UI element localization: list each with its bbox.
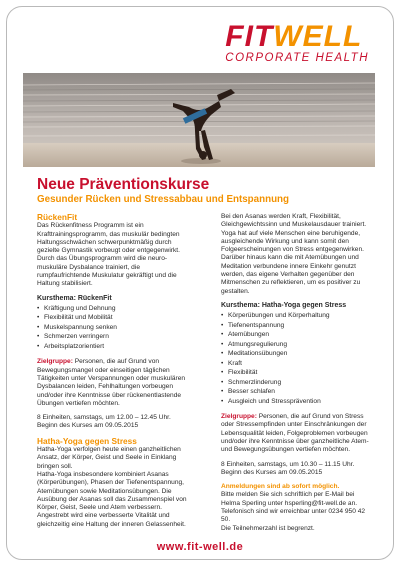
logo-well: WELL <box>273 20 363 53</box>
right-column <box>221 213 371 533</box>
flyer-frame <box>6 6 394 560</box>
rueckenfit-themes-list <box>37 305 193 351</box>
yoga-target <box>221 413 371 454</box>
yoga-themes-list <box>221 312 371 406</box>
fitwell-logo <box>225 20 369 64</box>
list-item: • Flexibilität <box>221 369 371 377</box>
page-subtitle: Gesunder Rücken und Stressabbau und Entspannung <box>37 194 290 205</box>
list-item: • Tiefenentspannung <box>221 322 371 330</box>
rueckenfit-intro: Das Rückenfitness Programm ist ein Krafttrainingsprogramm, das muskulär bedingten Haltungsschwächen schwerpunktmäßig durch gezielte Gymnastik vorbeugt oder entgegenwirkt. Durch das Übungsprogramm wird die neuro-muskuläre Dysbalance trainiert, die rumpfaufrichtende Muskulatur gekräftigt und die Haltung stabilisiert. <box>37 222 180 288</box>
list-item: • Meditationsübungen <box>221 350 371 358</box>
list-item: • Schmerzlinderung <box>221 379 371 387</box>
left-column <box>37 213 193 529</box>
yoga-right-intro: Bei den Asanas werden Kraft, Flexibilität, Gleichgewichtssinn und Muskelausdauer trainiert. Yoga hat auf viele Menschen eine beruhigende, ausgleichende Wirkung und kann somit den Folgeerscheinungen von Stress entgegenwirken. Darüber hinaus kann die mit Atemübungen und Meditation verbundene innere Einkehr genutzt werden, das eigene Verhalten gegenüber den Mitmenschen zu reflektieren, um es positiver zu gestalten. <box>221 213 367 295</box>
yoga-themes-heading: Kursthema: Hatha-Yoga gegen Stress <box>221 301 347 309</box>
registration-note: Die Teilnehmerzahl ist begrenzt. <box>221 524 315 532</box>
target-text: Personen, die auf Grund von Bewegungsmangel oder einseitigen täglichen Tätigkeiten unter Verspannungen oder muskulären Dysbalancen leiden, Fehlhaltungen vorbeugen und/oder ihre Kenntnisse über rückenentlastende Übungen vertiefen möchten. <box>37 358 186 407</box>
website-link[interactable]: www.fit-well.de <box>156 541 244 553</box>
list-item: • Besser schlafen <box>221 388 371 396</box>
registration-heading: Anmeldungen sind ab sofort möglich. <box>221 483 340 491</box>
yoga-heading: Hatha-Yoga gegen Stress <box>37 435 137 446</box>
logo-fit: FIT <box>225 20 274 53</box>
yoga-intro-2: Hatha-Yoga insbesondere kombiniert Asanas (Körperübungen), Phasen der Tiefenentspannung, Atemübungen sowie Meditationsübungen. Die Ausübung der Asanas soll das Zusammenspiel von Körper, Geist, Seele und Atem verbessern. Angestrebt wird eine verbesserte Vitalität und gleichzeitig eine Haltung der inneren Gelassenheit. <box>37 470 187 528</box>
rueckenfit-target <box>37 358 193 408</box>
list-item: • Schmerzen verringern <box>37 333 193 341</box>
rueckenfit-schedule: 8 Einheiten, samstags, um 12.00 – 12.45 Uhr. <box>37 414 171 422</box>
list-item: • Arbeitsplatzorientiert <box>37 343 193 351</box>
rueckenfit-heading: RückenFit <box>37 212 78 222</box>
yoga-intro-1: Hatha-Yoga verfolgen heute einen ganzheitlichen Ansatz, der Körper, Geist und Seele in Einklang bringen soll. <box>37 446 181 470</box>
target-text: Personen, die auf Grund von Stress oder Stressempfinden unter Einschränkungen der Lebensqualität leiden, Folgeproblemen vorbeugen und/oder ihre Kenntnisse über ganzheitliche Atem- und Bewegungsübungen vertiefen möchten. <box>221 413 369 454</box>
list-item: • Ausgleich und Stressprävention <box>221 398 371 406</box>
list-item: • Kräftigung und Dehnung <box>37 305 193 313</box>
handstand-on-beach-photo <box>23 73 375 167</box>
registration-text: Bitte melden Sie sich schriftlich per E-Mail bei Helma Sperling unter hsperling@fit-well.de an. Telefonisch sind wir erreichbar unter 0234 950 42 50. <box>221 491 366 524</box>
list-item: • Atmungsregulierung <box>221 341 371 349</box>
rueckenfit-themes-heading: Kursthema: RückenFit <box>37 294 112 302</box>
list-item: • Flexibilität und Mobilität <box>37 314 193 322</box>
list-item: • Muskelspannung senken <box>37 324 193 332</box>
list-item: • Atemübungen <box>221 331 371 339</box>
target-label: Zielgruppe: <box>221 413 257 421</box>
page-title: Neue Präventionskurse <box>37 176 210 193</box>
list-item: • Körperübungen und Körperhaltung <box>221 312 371 320</box>
rueckenfit-start: Beginn des Kurses am 09.05.2015 <box>37 422 139 430</box>
yoga-start: Beginn des Kurses am 09.05.2015 <box>221 468 323 476</box>
list-item: • Kraft <box>221 360 371 368</box>
yoga-schedule: 8 Einheiten, samstags, um 10.30 – 11.15 Uhr. <box>221 460 355 468</box>
target-label: Zielgruppe: <box>37 358 73 366</box>
logo-subtitle: CORPORATE HEALTH <box>225 52 369 64</box>
